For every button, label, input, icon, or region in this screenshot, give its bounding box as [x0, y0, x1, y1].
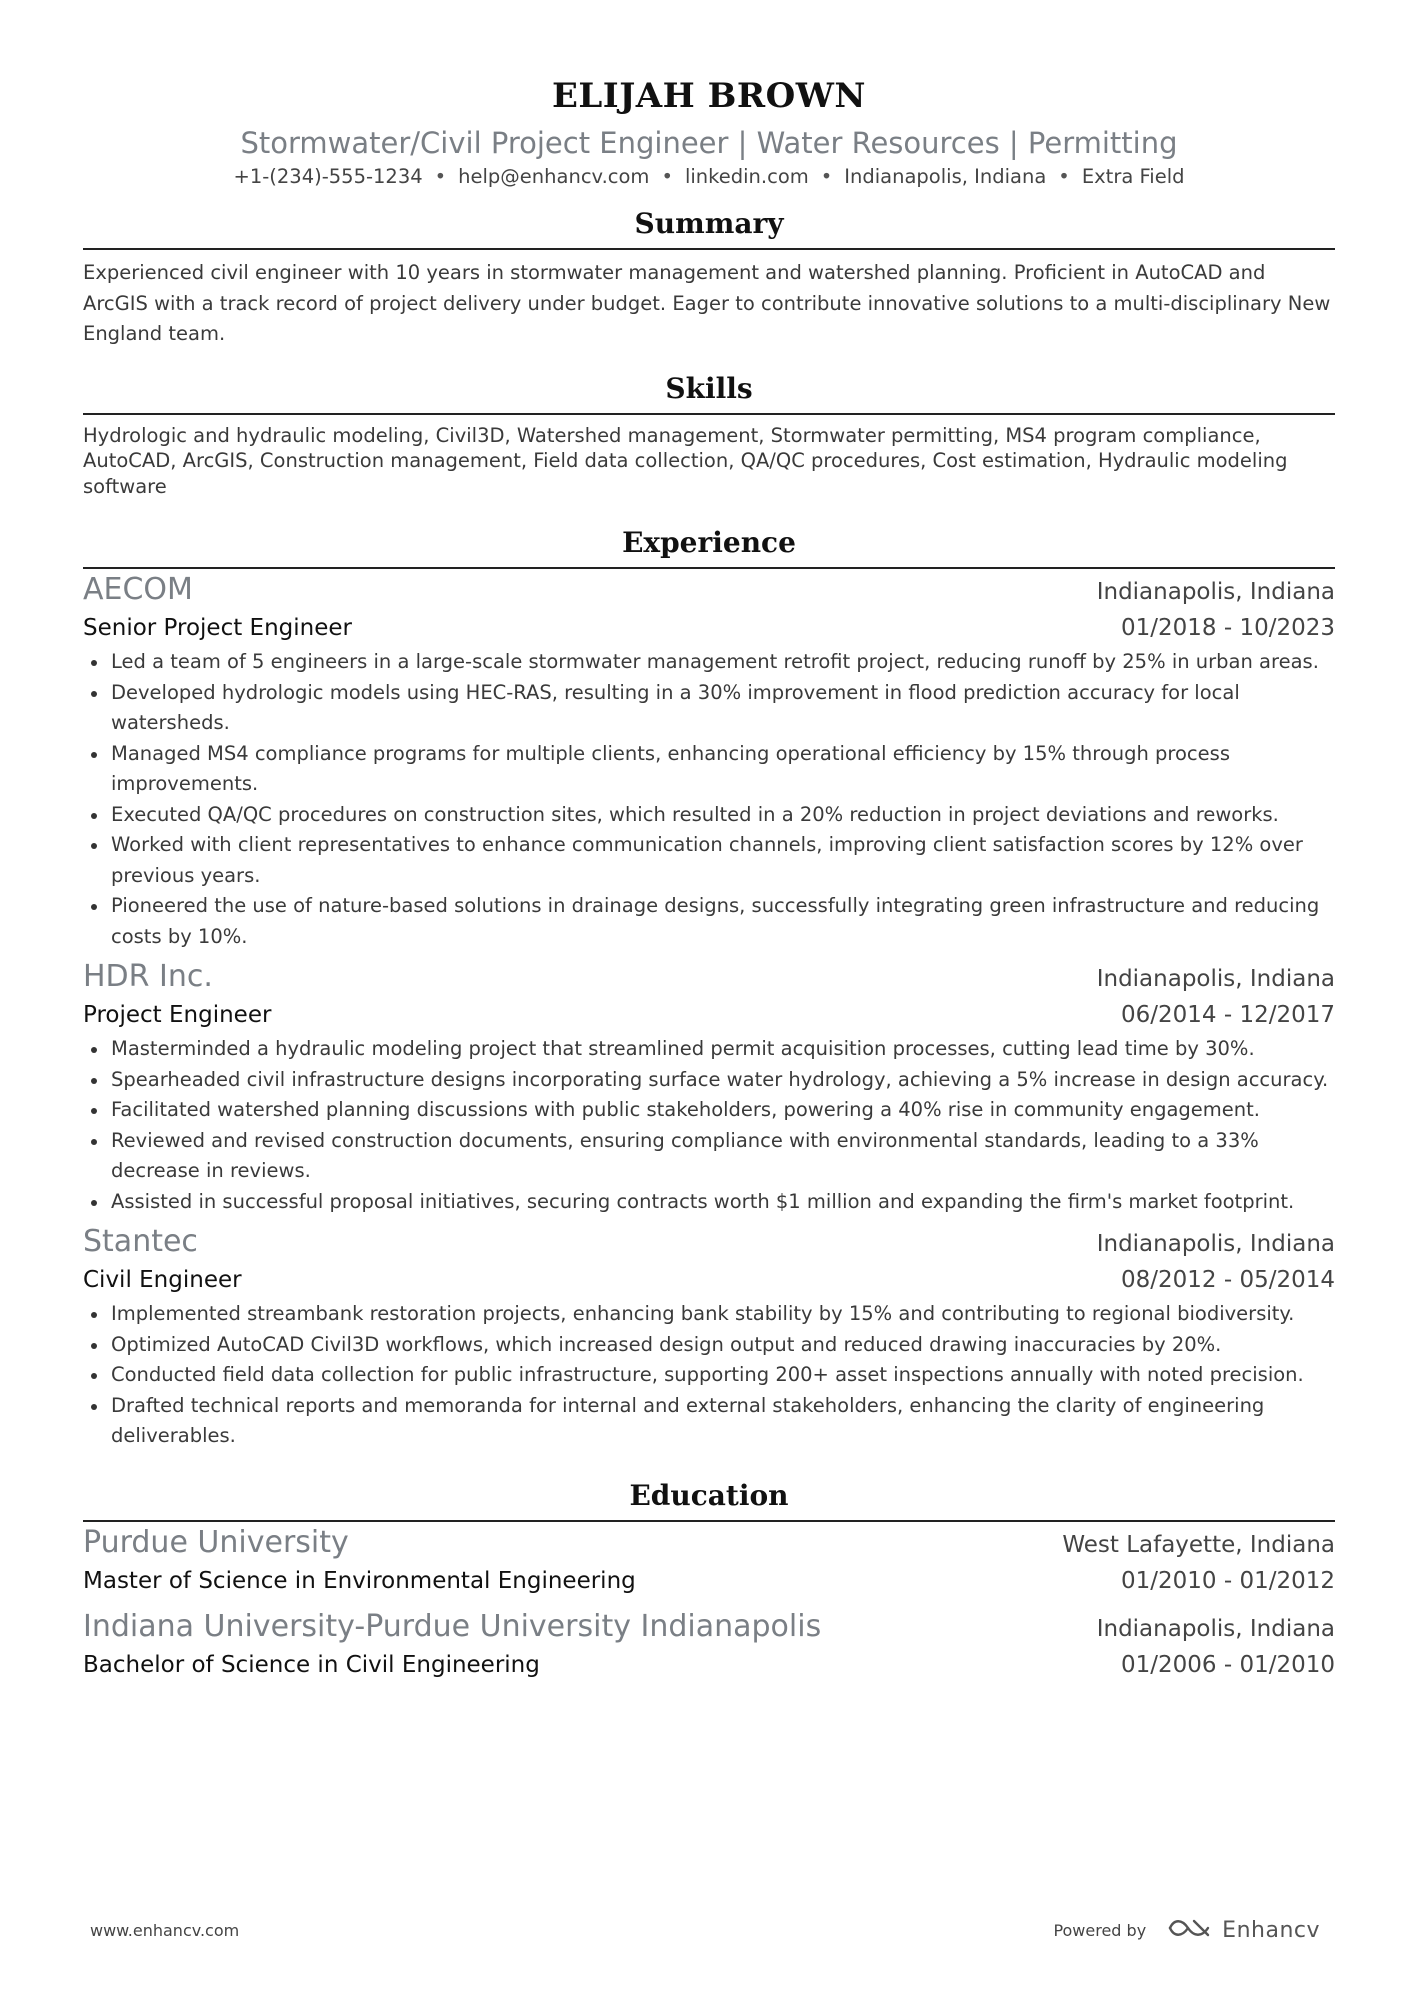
footer-site-link[interactable]: www.enhancv.com	[90, 1920, 240, 1940]
list-item: Spearheaded civil infrastructure designs incorporating surface water hydrology, achieving a 5% increase in design accuracy.	[83, 1065, 1335, 1096]
education-dates: 01/2006 - 01/2010	[1120, 1651, 1335, 1678]
job-role: Civil Engineer	[83, 1267, 242, 1293]
education-school: Indiana University-Purdue University Indianapolis	[83, 1608, 822, 1644]
section-divider	[83, 567, 1335, 569]
job-dates: 08/2012 - 05/2014	[1120, 1267, 1335, 1293]
contact-info	[83, 164, 1335, 190]
job-entry	[83, 571, 1335, 952]
job-location: Indianapolis, Indiana	[1096, 579, 1335, 605]
section-divider	[83, 1520, 1335, 1522]
education-entry	[83, 1524, 1335, 1598]
job-bullets	[83, 647, 1335, 952]
job-company: AECOM	[83, 572, 193, 607]
summary-text: Experienced civil engineer with 10 years in stormwater management and watershed planning. Proficient in AutoCAD and ArcGIS with a track record of project delivery under budget. Eager to contribute innovative solutions to a multi-disciplinary New England team.	[83, 261, 1331, 345]
powered-by-label: Powered by	[1053, 1920, 1147, 1940]
list-item: Managed MS4 compliance programs for multiple clients, enhancing operational efficiency by 15% through process improvements.	[83, 739, 1335, 800]
list-item: Drafted technical reports and memoranda for internal and external stakeholders, enhancing the clarity of engineering deliverables.	[83, 1391, 1335, 1452]
enhancv-logo-icon	[1168, 1917, 1214, 1943]
job-location: Indianapolis, Indiana	[1096, 966, 1335, 992]
resume-header	[83, 70, 1335, 190]
job-role: Project Engineer	[83, 1002, 272, 1028]
education-section	[83, 1476, 1335, 1682]
section-divider	[83, 413, 1335, 415]
skills-section	[83, 369, 1335, 500]
resume-page	[83, 70, 1335, 1682]
list-item: Led a team of 5 engineers in a large-scale stormwater management retrofit project, reducing runoff by 25% in urban areas.	[83, 647, 1335, 678]
powered-by	[1053, 1917, 1320, 1943]
job-bullets	[83, 1299, 1335, 1452]
skills-text: Hydrologic and hydraulic modeling, Civil3D, Watershed management, Stormwater permitting, MS4 program compliance, AutoCAD, ArcGIS, Construction management, Field data collection, QA/QC procedures, Cost estimation, Hydraulic modeling software	[83, 423, 1288, 498]
education-location: West Lafayette, Indiana	[1062, 1531, 1335, 1558]
education-entry	[83, 1608, 1335, 1682]
bullet-separator: •	[661, 165, 673, 188]
job-subheader	[83, 1263, 1335, 1297]
job-header	[83, 1223, 1335, 1263]
education-header	[83, 1524, 1335, 1564]
job-entry	[83, 958, 1335, 1217]
job-entry	[83, 1223, 1335, 1452]
candidate-headline: Stormwater/Civil Project Engineer | Water Resources | Permitting	[240, 126, 1178, 160]
list-item: Masterminded a hydraulic modeling project that streamlined permit acquisition processes, cutting lead time by 30%.	[83, 1034, 1335, 1065]
contact-location: Indianapolis, Indiana	[844, 165, 1047, 188]
experience-section	[83, 523, 1335, 1452]
job-subheader	[83, 998, 1335, 1032]
education-subheader	[83, 1648, 1335, 1682]
list-item: Worked with client representatives to enhance communication channels, improving client satisfaction scores by 12% over previous years.	[83, 830, 1335, 891]
summary-section	[83, 204, 1335, 350]
education-school: Purdue University	[83, 1524, 349, 1560]
bullet-separator: •	[820, 165, 833, 188]
section-divider	[83, 248, 1335, 250]
section-title-experience: Experience	[622, 526, 796, 559]
section-title-summary: Summary	[634, 207, 784, 240]
section-title-skills: Skills	[665, 371, 753, 405]
list-item: Implemented streambank restoration projects, enhancing bank stability by 15% and contributing to regional biodiversity.	[83, 1299, 1335, 1330]
job-bullets	[83, 1034, 1335, 1217]
list-item: Optimized AutoCAD Civil3D workflows, which increased design output and reduced drawing inaccuracies by 20%.	[83, 1330, 1335, 1361]
education-degree: Master of Science in Environmental Engineering	[83, 1567, 636, 1594]
list-item: Developed hydrologic models using HEC-RAS, resulting in a 30% improvement in flood prediction accuracy for local watersheds.	[83, 678, 1335, 739]
contact-linkedin[interactable]: linkedin.com	[684, 165, 809, 188]
education-location: Indianapolis, Indiana	[1096, 1615, 1335, 1642]
contact-phone: +1-(234)-555-1234	[233, 165, 423, 188]
education-header	[83, 1608, 1335, 1648]
education-subheader	[83, 1564, 1335, 1598]
brand-name: Enhancv	[1222, 1917, 1320, 1943]
bullet-separator: •	[434, 165, 447, 188]
list-item: Pioneered the use of nature-based solutions in drainage designs, successfully integrating green infrastructure and reducing costs by 10%.	[83, 891, 1335, 952]
job-location: Indianapolis, Indiana	[1096, 1231, 1335, 1257]
list-item: Assisted in successful proposal initiatives, securing contracts worth $1 million and expanding the firm's market footprint.	[83, 1187, 1335, 1218]
list-item: Conducted field data collection for public infrastructure, supporting 200+ asset inspections annually with noted precision.	[83, 1360, 1335, 1391]
candidate-name: ELIJAH BROWN	[551, 76, 867, 116]
job-company: HDR Inc.	[83, 959, 213, 994]
bullet-separator: •	[1058, 165, 1070, 188]
page-footer	[90, 1915, 1320, 1945]
job-company: Stantec	[83, 1224, 198, 1259]
job-header	[83, 958, 1335, 998]
section-title-education: Education	[629, 1478, 789, 1512]
job-dates: 01/2018 - 10/2023	[1120, 615, 1335, 641]
job-subheader	[83, 611, 1335, 645]
contact-email[interactable]: help@enhancv.com	[458, 165, 650, 188]
job-role: Senior Project Engineer	[83, 615, 352, 641]
list-item: Facilitated watershed planning discussions with public stakeholders, powering a 40% rise in community engagement.	[83, 1095, 1335, 1126]
contact-extra: Extra Field	[1081, 165, 1185, 188]
brand-logo[interactable]	[1168, 1917, 1320, 1943]
job-dates: 06/2014 - 12/2017	[1120, 1002, 1335, 1028]
list-item: Reviewed and revised construction documents, ensuring compliance with environmental standards, leading to a 33% decrease in reviews.	[83, 1126, 1335, 1187]
education-dates: 01/2010 - 01/2012	[1120, 1567, 1335, 1594]
list-item: Executed QA/QC procedures on construction sites, which resulted in a 20% reduction in project deviations and reworks.	[83, 800, 1335, 831]
education-degree: Bachelor of Science in Civil Engineering	[83, 1651, 540, 1678]
job-header	[83, 571, 1335, 611]
